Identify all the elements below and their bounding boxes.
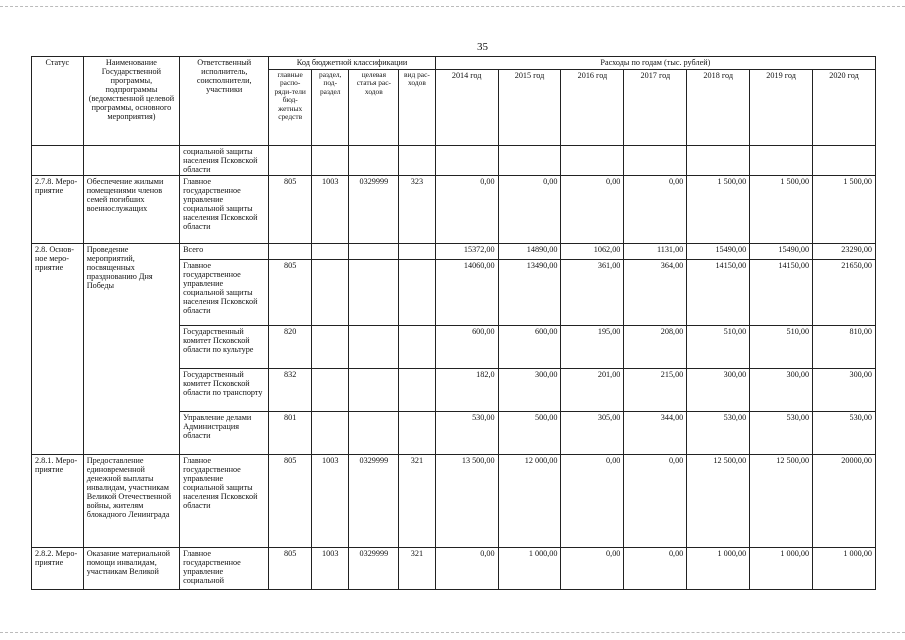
table-row (32, 244, 876, 260)
cell-type (399, 260, 436, 326)
cell-expense: 810,00 (813, 326, 876, 369)
header-year-2019: 2019 год (750, 70, 813, 146)
cell-expense: 364,00 (624, 260, 687, 326)
cell-expense: 1 000,00 (687, 548, 750, 590)
cell-section (311, 412, 349, 455)
cell-expense: 1 500,00 (813, 176, 876, 244)
cell-expense: 510,00 (687, 326, 750, 369)
cell-expense: 0,00 (561, 455, 624, 548)
cell-status: 2.7.8. Меро-приятие (32, 176, 84, 244)
cell-expense: 600,00 (498, 326, 561, 369)
table-header (32, 57, 876, 146)
cell-target (349, 260, 399, 326)
header-target: целевая статья рас-ходов (349, 70, 399, 146)
cell-expense: 201,00 (561, 369, 624, 412)
header-year-2018: 2018 год (687, 70, 750, 146)
cell-executor: Управление делами Администрация области (180, 412, 269, 455)
cell-status: 2.8. Основ-ное меро-приятие (32, 244, 84, 455)
cell-expense: 1 500,00 (687, 176, 750, 244)
header-executor: Ответственный исполнитель, соисполнители, участники (180, 57, 269, 146)
cell-grbs: 805 (269, 176, 312, 244)
cell-expense: 1 500,00 (750, 176, 813, 244)
cell-name (83, 146, 179, 176)
cell-type (399, 412, 436, 455)
header-status: Статус (32, 57, 84, 146)
cell-type (399, 326, 436, 369)
cell-expense: 215,00 (624, 369, 687, 412)
cell-grbs: 805 (269, 260, 312, 326)
cell-name: Предоставление единовременной денежной выплаты инвалидам, участникам Великой Отечественной войны, жителям блокадного Ленинграда (83, 455, 179, 548)
cell-expense: 530,00 (435, 412, 498, 455)
cell-expense: 300,00 (750, 369, 813, 412)
cell-type: 321 (399, 455, 436, 548)
cell-expense: 14150,00 (750, 260, 813, 326)
cell-name: Оказание материальной помощи инвалидам, участникам Великой (83, 548, 179, 590)
scan-top-edge (0, 6, 905, 7)
cell-section (311, 260, 349, 326)
cell-expense: 1062,00 (561, 244, 624, 260)
cell-expense: 300,00 (813, 369, 876, 412)
cell-expense: 361,00 (561, 260, 624, 326)
cell-target: 0329999 (349, 548, 399, 590)
cell-expense: 20000,00 (813, 455, 876, 548)
cell-expense: 21650,00 (813, 260, 876, 326)
cell-expense: 182,0 (435, 369, 498, 412)
cell-expense: 13 500,00 (435, 455, 498, 548)
continuation-row (32, 146, 876, 176)
cell-expense: 0,00 (624, 548, 687, 590)
header-name: Наименование Государственной программы, подпрограммы (ведомственной целевой программы, основного мероприятия) (83, 57, 179, 146)
cell-expense: 300,00 (498, 369, 561, 412)
cell-expense: 1 000,00 (498, 548, 561, 590)
cell-expense: 12 000,00 (498, 455, 561, 548)
cell-expense: 344,00 (624, 412, 687, 455)
cell-type (399, 244, 436, 260)
cell-expense: 0,00 (624, 176, 687, 244)
table-row (32, 455, 876, 548)
header-year-2016: 2016 год (561, 70, 624, 146)
header-budget-code-group: Код бюджетной классификации (269, 57, 435, 70)
cell-expense: 13490,00 (498, 260, 561, 326)
cell-expense: 305,00 (561, 412, 624, 455)
cell-expense: 530,00 (750, 412, 813, 455)
cell-expense: 14890,00 (498, 244, 561, 260)
cell-expense: 23290,00 (813, 244, 876, 260)
cell-expense: 530,00 (813, 412, 876, 455)
cell-executor: Главное государственное управление социальной защиты населения Псковской области (180, 176, 269, 244)
cell-executor: Государственный комитет Псковской области по транспорту (180, 369, 269, 412)
header-type: вид рас-ходов (399, 70, 436, 146)
cell-expense: 500,00 (498, 412, 561, 455)
cell-section: 1003 (311, 548, 349, 590)
cell-executor: Главное государственное управление социальной защиты населения Псковской области (180, 260, 269, 326)
cell-expense: 0,00 (435, 548, 498, 590)
cell-section (311, 369, 349, 412)
cell-expense: 530,00 (687, 412, 750, 455)
page-number: 35 (477, 41, 488, 53)
cell-type: 321 (399, 548, 436, 590)
cell-executor: Главное государственное управление социальной (180, 548, 269, 590)
header-section: раздел, под-раздел (311, 70, 349, 146)
budget-table (31, 56, 876, 590)
cell-expense: 0,00 (498, 176, 561, 244)
cell-status: 2.8.2. Меро-приятие (32, 548, 84, 590)
cell-status (32, 146, 84, 176)
table-row (32, 176, 876, 244)
cell-expense: 600,00 (435, 326, 498, 369)
cell-expense: 195,00 (561, 326, 624, 369)
cell-expense: 14150,00 (687, 260, 750, 326)
cell-type (399, 369, 436, 412)
cell-expense: 15490,00 (750, 244, 813, 260)
cell-expense: 1131,00 (624, 244, 687, 260)
cell-grbs: 805 (269, 548, 312, 590)
cell-expense: 15490,00 (687, 244, 750, 260)
header-grbs: главные распо-ряди-тели бюд-жетных средств (269, 70, 312, 146)
cell-expense: 0,00 (435, 176, 498, 244)
cell-expense: 208,00 (624, 326, 687, 369)
cell-grbs: 820 (269, 326, 312, 369)
table-body (32, 146, 876, 590)
cell-expense: 0,00 (561, 548, 624, 590)
cell-expense: 14060,00 (435, 260, 498, 326)
header-year-2017: 2017 год (624, 70, 687, 146)
cell-expense: 1 000,00 (750, 548, 813, 590)
cell-type: 323 (399, 176, 436, 244)
cell-expense: 12 500,00 (750, 455, 813, 548)
table-row (32, 548, 876, 590)
cell-expense: 15372,00 (435, 244, 498, 260)
cell-section: 1003 (311, 176, 349, 244)
cell-expense: 300,00 (687, 369, 750, 412)
cell-name: Обеспечение жилыми помещениями членов семей погибших военнослужащих (83, 176, 179, 244)
cell-expense: 12 500,00 (687, 455, 750, 548)
cell-section: 1003 (311, 455, 349, 548)
cell-section (311, 326, 349, 369)
cell-expense: 1 000,00 (813, 548, 876, 590)
scan-bottom-edge (0, 632, 905, 633)
cell-executor: социальной защиты населения Псковской области (180, 146, 269, 176)
cell-grbs: 801 (269, 412, 312, 455)
cell-section (311, 244, 349, 260)
cell-target (349, 412, 399, 455)
cell-target (349, 326, 399, 369)
cell-target (349, 244, 399, 260)
cell-status: 2.8.1. Меро-приятие (32, 455, 84, 548)
header-year-2015: 2015 год (498, 70, 561, 146)
cell-grbs: 832 (269, 369, 312, 412)
cell-target (349, 369, 399, 412)
cell-executor: Всего (180, 244, 269, 260)
cell-target: 0329999 (349, 176, 399, 244)
cell-target: 0329999 (349, 455, 399, 548)
cell-executor: Главное государственное управление социальной защиты населения Псковской области (180, 455, 269, 548)
cell-expense: 510,00 (750, 326, 813, 369)
cell-grbs: 805 (269, 455, 312, 548)
cell-name: Проведение мероприятий, посвященных празднованию Дня Победы (83, 244, 179, 455)
cell-grbs (269, 244, 312, 260)
header-expenses-group: Расходы по годам (тыс. рублей) (435, 57, 875, 70)
cell-executor: Государственный комитет Псковской области по культуре (180, 326, 269, 369)
header-year-2020: 2020 год (813, 70, 876, 146)
cell-expense: 0,00 (624, 455, 687, 548)
header-year-2014: 2014 год (435, 70, 498, 146)
cell-expense: 0,00 (561, 176, 624, 244)
